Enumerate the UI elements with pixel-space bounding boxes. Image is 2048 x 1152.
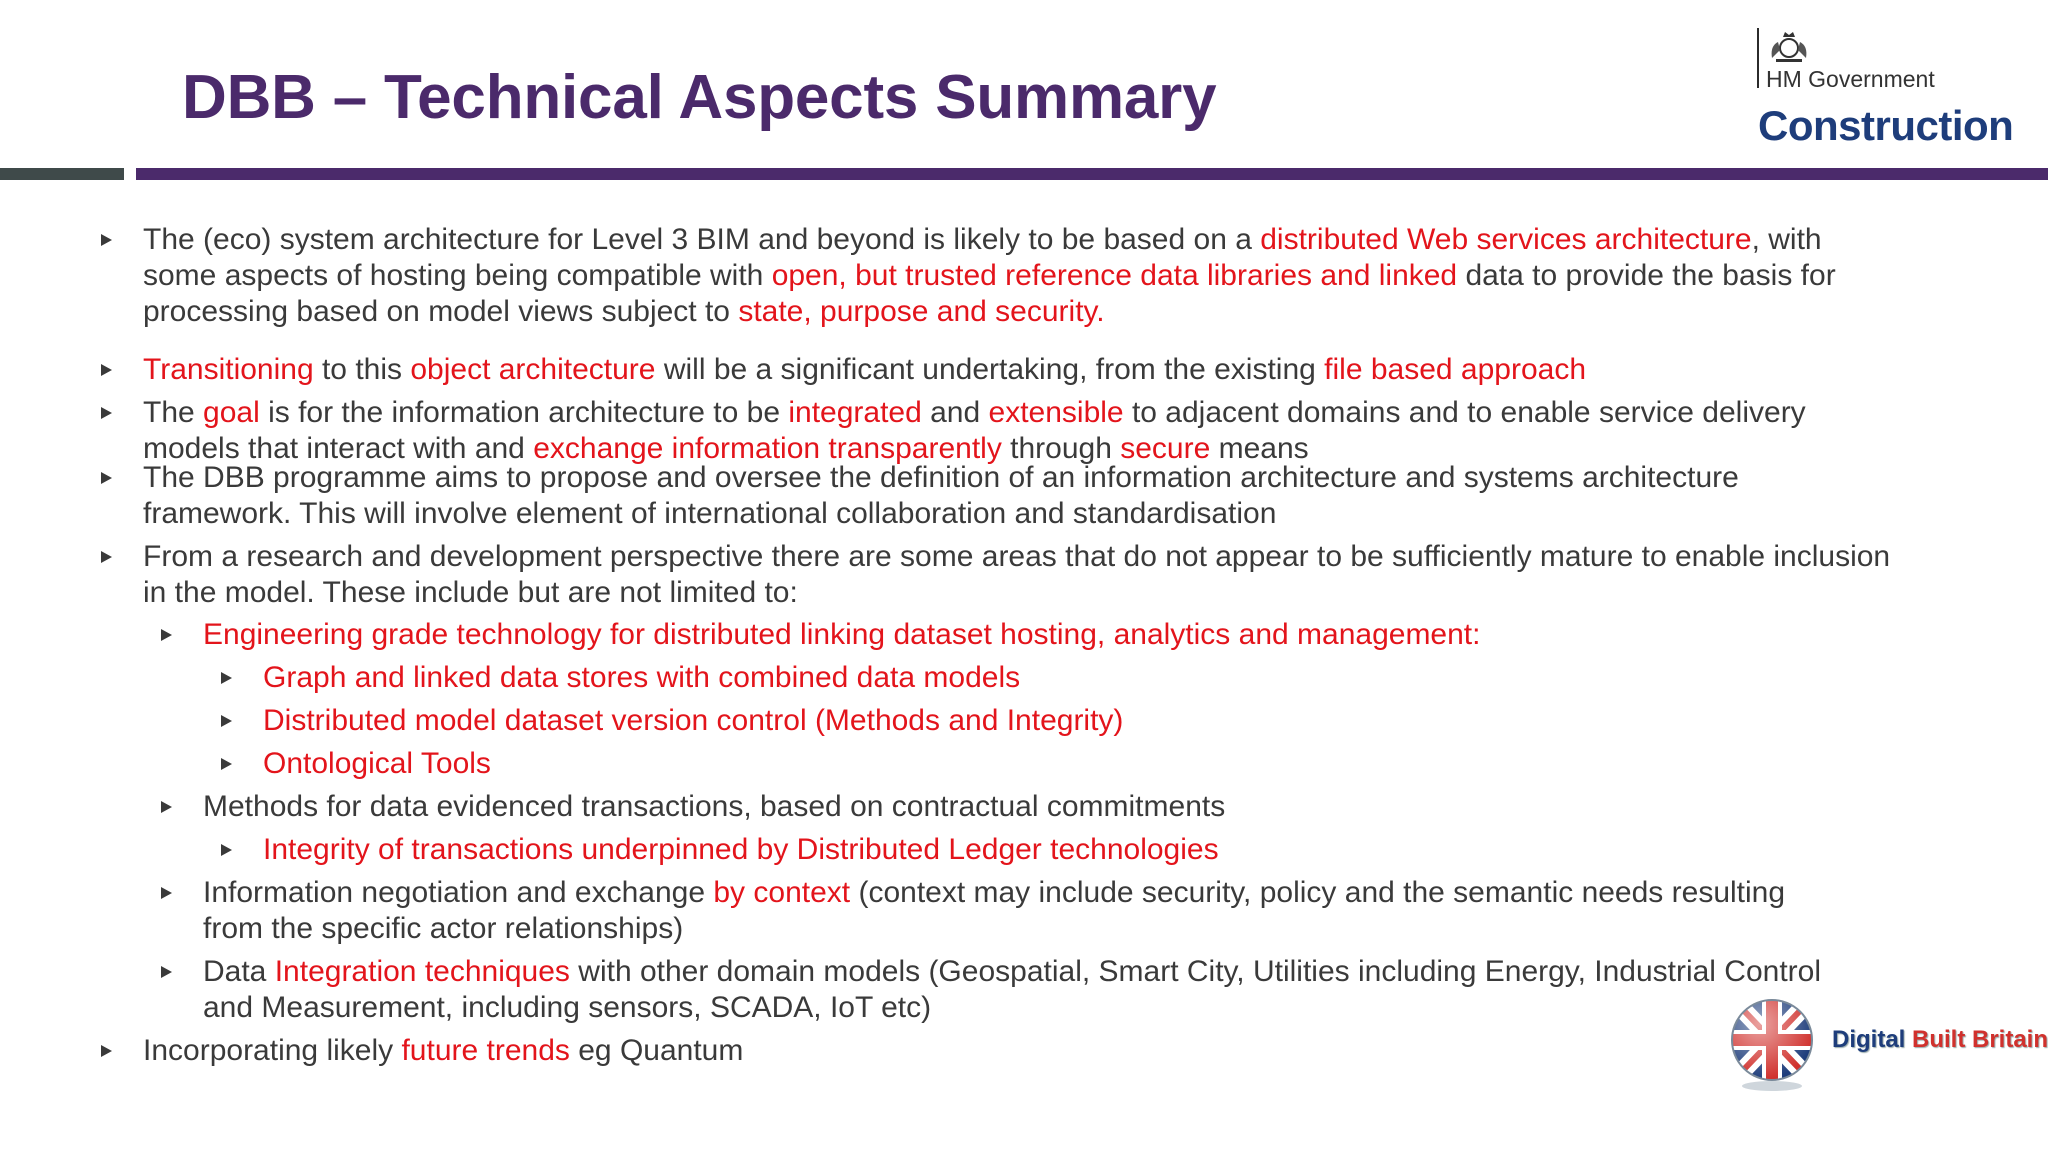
bullet-arrow-icon [101,234,112,246]
bullet-text: The (eco) system architecture for Level 3 BIM and beyond is likely to be based on a [143,223,1261,256]
bullet-arrow-icon [161,801,172,813]
bullet-text: The DBB programme aims to propose and oversee the definition of an information architecture and systems architecture framework. This will involve element of international collaboration and standardisation [143,461,1739,530]
digital-built-britain-logo [1728,994,2046,1096]
dbb-word-built-britain: Built Britain [1912,1026,2048,1053]
bullet-arrow-icon [101,364,112,376]
bullet-level-2 [203,954,1823,1026]
highlighted-text: state, purpose and security. [738,295,1105,328]
bullet-arrow-icon [221,672,232,684]
bullet-level-1 [143,352,1893,388]
bullet-text: with other domain models (Geospatial, Smart City, Utilities including Energy, Industrial Control and Measurement, including sensors, SCADA, IoT etc) [203,955,1822,1024]
bullet-level-1 [143,222,1893,330]
bullet-arrow-icon [221,715,232,727]
bullet-arrow-icon [101,1045,112,1057]
bullet-arrow-icon [221,758,232,770]
highlighted-text: integrated [788,396,922,429]
highlighted-text: open, but trusted reference data libraries and linked [771,259,1458,292]
bullet-text: Methods for data evidenced transactions, based on contractual commitments [203,790,1226,823]
bullet-text: From a research and development perspective there are some areas that do not appear to be sufficiently mature to enable inclusion in the model. These include but are not limited to: [143,540,1891,609]
bullet-level-3 [263,746,1763,782]
dbb-wordmark [1832,1026,2048,1054]
slide-title: DBB – Technical Aspects Summary [182,63,1217,132]
union-flag-globe-icon [1728,994,1816,1094]
bullet-arrow-icon [101,472,112,484]
bullet-text: The [143,396,204,429]
dbb-word-digital: Digital [1832,1026,1906,1053]
title-rule-left [0,168,124,180]
highlighted-text: Distributed model dataset version control (Methods and Integrity) [263,704,1124,737]
bullet-level-2 [203,875,1823,947]
hm-government-label: HM Government [1766,66,1935,92]
bullet-arrow-icon [221,844,232,856]
bullet-text: to adjacent domains and to enable service delivery models that interact with and [143,396,1806,465]
bullet-arrow-icon [161,887,172,899]
bullet-level-3 [263,832,1763,868]
bullet-text: Incorporating likely [143,1034,402,1067]
bullet-text: means [1210,432,1309,465]
bullet-arrow-icon [101,551,112,563]
title-rule [136,168,2048,180]
bullet-arrow-icon [161,629,172,641]
construction-label: Construction [1758,102,2014,149]
bullet-text: and [921,396,989,429]
bullet-text: eg Quantum [569,1034,744,1067]
highlighted-text: Engineering grade technology for distributed linking dataset hosting, analytics and management: [203,618,1481,651]
bullet-text: Data [203,955,275,988]
bullet-level-1 [143,1033,1893,1069]
bullet-arrow-icon [101,407,112,419]
logo-divider [1757,28,1759,88]
highlighted-text: Integrity of transactions underpinned by Distributed Ledger technologies [263,833,1219,866]
highlighted-text: distributed Web services architecture [1260,223,1752,256]
bullet-level-2 [203,789,1823,825]
highlighted-text: file based approach [1324,353,1587,386]
bullet-text: Information negotiation and exchange [203,876,714,909]
highlighted-text: Ontological Tools [263,747,491,780]
highlighted-text: object architecture [410,353,656,386]
bullet-text: , with some aspects of hosting being compatible with [143,223,1822,292]
highlighted-text: secure [1120,432,1211,465]
bullet-level-3 [263,703,1763,739]
bullet-level-2 [203,617,1823,653]
highlighted-text: future trends [401,1034,570,1067]
bullet-text: will be a significant undertaking, from the existing [655,353,1325,386]
bullet-text: is for the information architecture to be [259,396,789,429]
highlighted-text: Graph and linked data stores with combined data models [263,661,1021,694]
hm-government-construction-logo [1754,26,2044,156]
highlighted-text: Transitioning [143,353,314,386]
highlighted-text: extensible [988,396,1124,429]
highlighted-text: Integration techniques [274,955,570,988]
bullet-text: to this [313,353,411,386]
royal-crest-icon [1766,28,1812,64]
highlighted-text: goal [203,396,260,429]
bullet-level-3 [263,660,1763,696]
bullet-text: (context may include security, policy and the semantic needs resulting from the specific actor relationships) [203,876,1786,945]
bullet-level-1 [143,395,1893,467]
bullet-text: through [1001,432,1121,465]
bullet-arrow-icon [161,966,172,978]
highlighted-text: exchange information transparently [533,432,1002,465]
bullet-text: data to provide the basis for processing based on model views subject to [143,259,1836,328]
bullet-level-1 [143,460,1893,532]
highlighted-text: by context [713,876,851,909]
bullet-level-1 [143,539,1893,611]
